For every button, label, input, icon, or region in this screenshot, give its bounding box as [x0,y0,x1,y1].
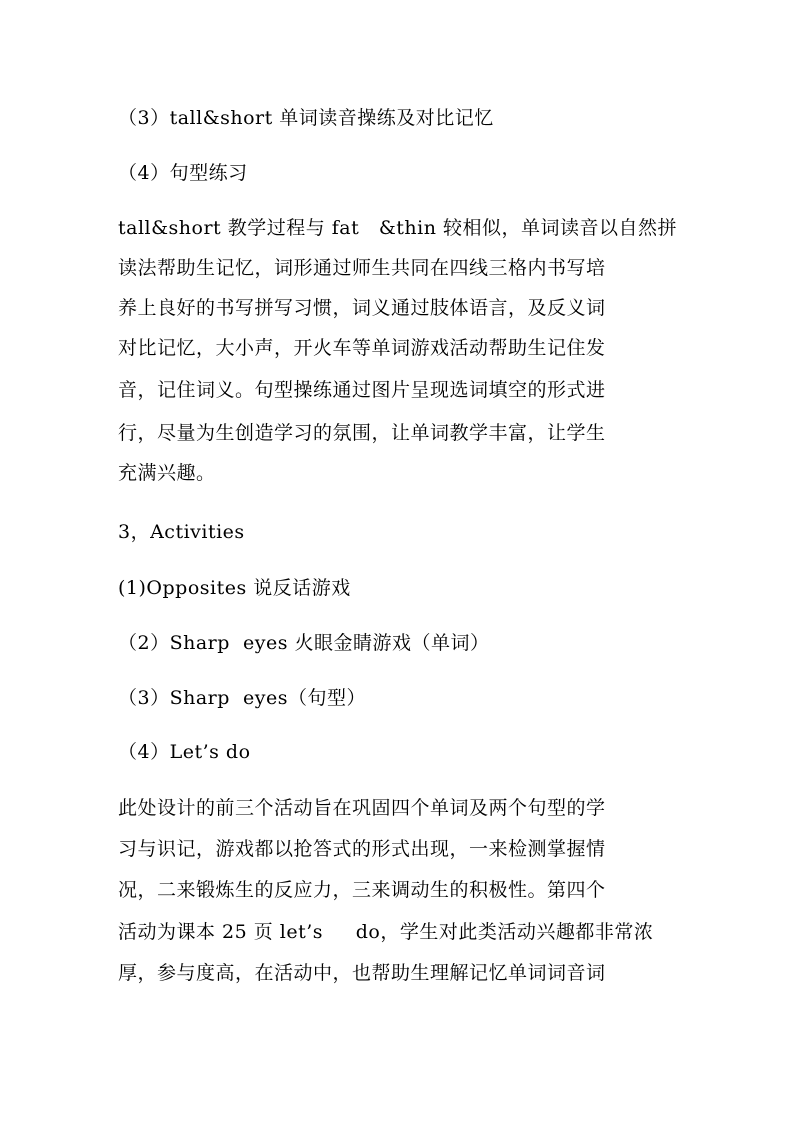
activity-item-4: （4）Let’s do [118,741,251,763]
activity-item-2: （2）Sharp eyes 火眼金睛游戏（单词） [118,632,490,654]
paragraph-line: 厚，参与度高，在活动中，也帮助生理解记忆单词词音词 [118,962,606,984]
text-line-sub-item-4: （4）句型练习 [118,162,248,184]
paragraph-line: 音，记住词义。句型操练通过图片呈现选词填空的形式进 [118,379,606,401]
paragraph-line: tall&short 教学过程与 fat &thin 较相似，单词读音以自然拼 [118,217,678,239]
paragraph-line: 读法帮助生记忆，词形通过师生共同在四线三格内书写培 [118,257,606,279]
paragraph-line: 习与识记，游戏都以抢答式的形式出现，一来检测掌握情 [118,838,606,860]
paragraph-line: 活动为课本 25 页 let’s do，学生对此类活动兴趣都非常浓 [118,921,654,943]
section-heading: 3，Activities [118,521,245,543]
paragraph-line: 此处设计的前三个活动旨在巩固四个单词及两个句型的学 [118,797,606,819]
activity-item-1: (1)Opposites 说反话游戏 [118,577,351,599]
paragraph-line: 充满兴趣。 [118,462,216,484]
paragraph-line: 行，尽量为生创造学习的氛围，让单词教学丰富，让学生 [118,422,606,444]
activity-item-3: （3）Sharp eyes（句型） [118,687,366,709]
paragraph-line: 对比记忆，大小声，开火车等单词游戏活动帮助生记住发 [118,337,606,359]
text-line-sub-item-3: （3）tall&short 单词读音操练及对比记忆 [118,107,494,129]
paragraph-line: 况，二来锻炼生的反应力，三来调动生的积极性。第四个 [118,879,606,901]
paragraph-line: 养上良好的书写拼写习惯，词义通过肢体语言，及反义词 [118,297,606,319]
